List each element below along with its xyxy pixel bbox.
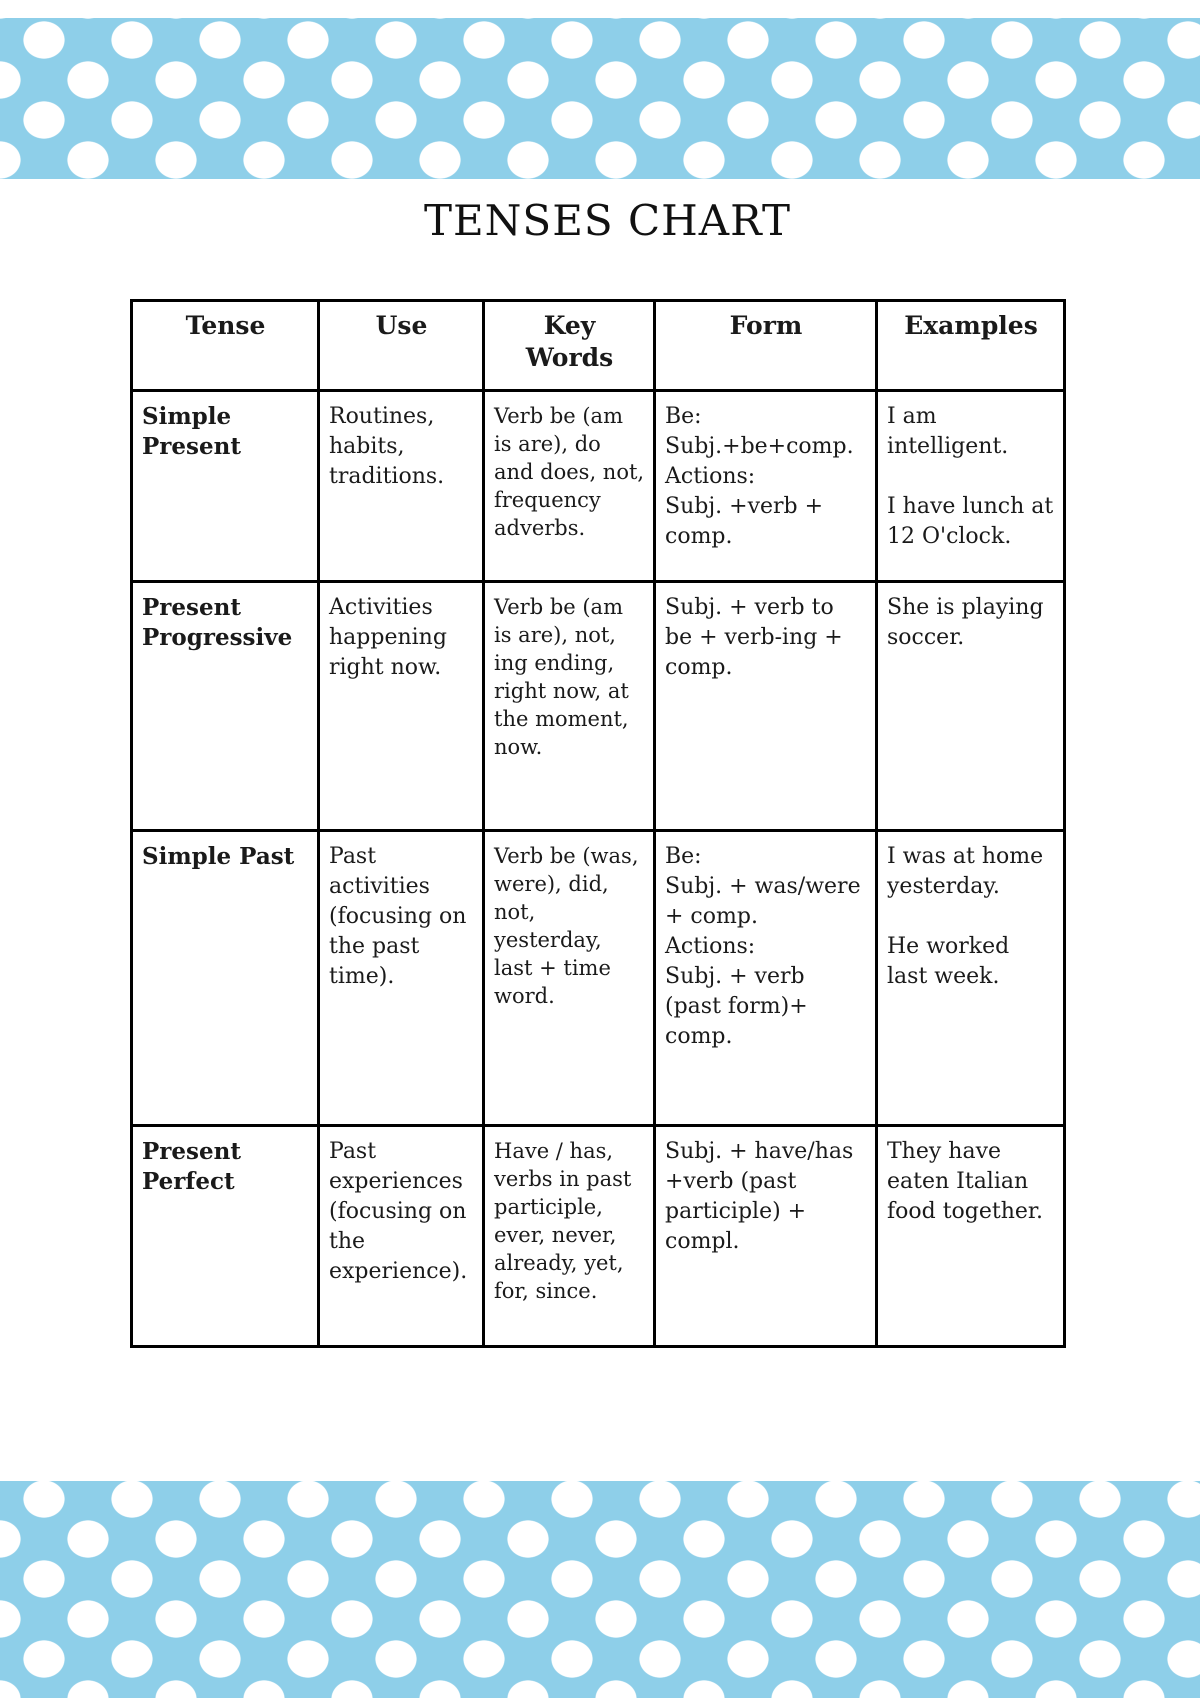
page-title: TENSES CHART xyxy=(424,196,791,245)
form-line: Subj. + verb (past form)+ comp. xyxy=(665,964,815,1049)
use-cell: Past activities (focusing on the past time). xyxy=(319,831,484,1126)
key-words-cell: Have / has, verbs in past participle, ever, never, already, yet, for, since. xyxy=(484,1126,655,1347)
examples-cell xyxy=(877,582,1065,831)
form-cell xyxy=(655,831,877,1126)
example-line: I am intelligent. xyxy=(887,404,1009,459)
example-line: He worked last week. xyxy=(887,934,1017,989)
examples-cell xyxy=(877,831,1065,1126)
form-line: Subj. + verb to be + verb-ing + comp. xyxy=(665,595,850,680)
form-line: Subj. + was/were + comp. xyxy=(665,874,868,929)
key-words-cell: Verb be (am is are), do and does, not, frequency adverbs. xyxy=(484,391,655,582)
example-line: They have eaten Italian food together. xyxy=(887,1139,1044,1224)
use-cell: Routines, habits, traditions. xyxy=(319,391,484,582)
column-header-tense: Tense xyxy=(132,301,319,391)
form-line: Actions: xyxy=(665,464,756,489)
examples-cell xyxy=(877,391,1065,582)
use-cell: Activities happening right now. xyxy=(319,582,484,831)
table-row xyxy=(132,831,1065,1126)
form-cell xyxy=(655,1126,877,1347)
tense-cell: Simple Past xyxy=(132,831,319,1126)
key-words-cell: Verb be (am is are), not, ing ending, right now, at the moment, now. xyxy=(484,582,655,831)
form-cell xyxy=(655,391,877,582)
form-line: Be: xyxy=(665,844,702,869)
form-line: Be: xyxy=(665,404,702,429)
form-cell xyxy=(655,582,877,831)
form-line: Subj. +verb + comp. xyxy=(665,494,831,549)
column-header-key-words-label: Key Words xyxy=(525,311,614,372)
column-header-form: Form xyxy=(655,301,877,391)
example-line: I have lunch at 12 O'clock. xyxy=(887,494,1061,549)
tense-cell xyxy=(132,391,319,582)
table-row xyxy=(132,582,1065,831)
use-cell: Past experiences (focusing on the experience). xyxy=(319,1126,484,1347)
tense-cell: Present Progressive xyxy=(132,582,319,831)
form-line: Actions: xyxy=(665,934,756,959)
table-row xyxy=(132,391,1065,582)
table-header-row xyxy=(132,301,1065,391)
example-line: I was at home yesterday. xyxy=(887,844,1051,899)
polka-dot-header-band xyxy=(0,18,1200,179)
example-line: She is playing soccer. xyxy=(887,595,1051,650)
example-spacer xyxy=(887,462,1055,492)
polka-dot-footer-band xyxy=(0,1481,1200,1698)
tense-name: Simple Present xyxy=(142,403,241,460)
tenses-table xyxy=(130,299,1066,1348)
tense-cell: Present Perfect xyxy=(132,1126,319,1347)
example-spacer xyxy=(887,902,1055,932)
form-line: Subj. + have/has +verb (past participle) + compl. xyxy=(665,1139,861,1254)
key-words-cell: Verb be (was, were), did, not, yesterday, last + time word. xyxy=(484,831,655,1126)
column-header-key-words xyxy=(484,301,655,391)
examples-cell xyxy=(877,1126,1065,1347)
form-line: Subj.+be+comp. xyxy=(665,434,854,459)
column-header-use: Use xyxy=(319,301,484,391)
column-header-examples: Examples xyxy=(877,301,1065,391)
table-row xyxy=(132,1126,1065,1347)
